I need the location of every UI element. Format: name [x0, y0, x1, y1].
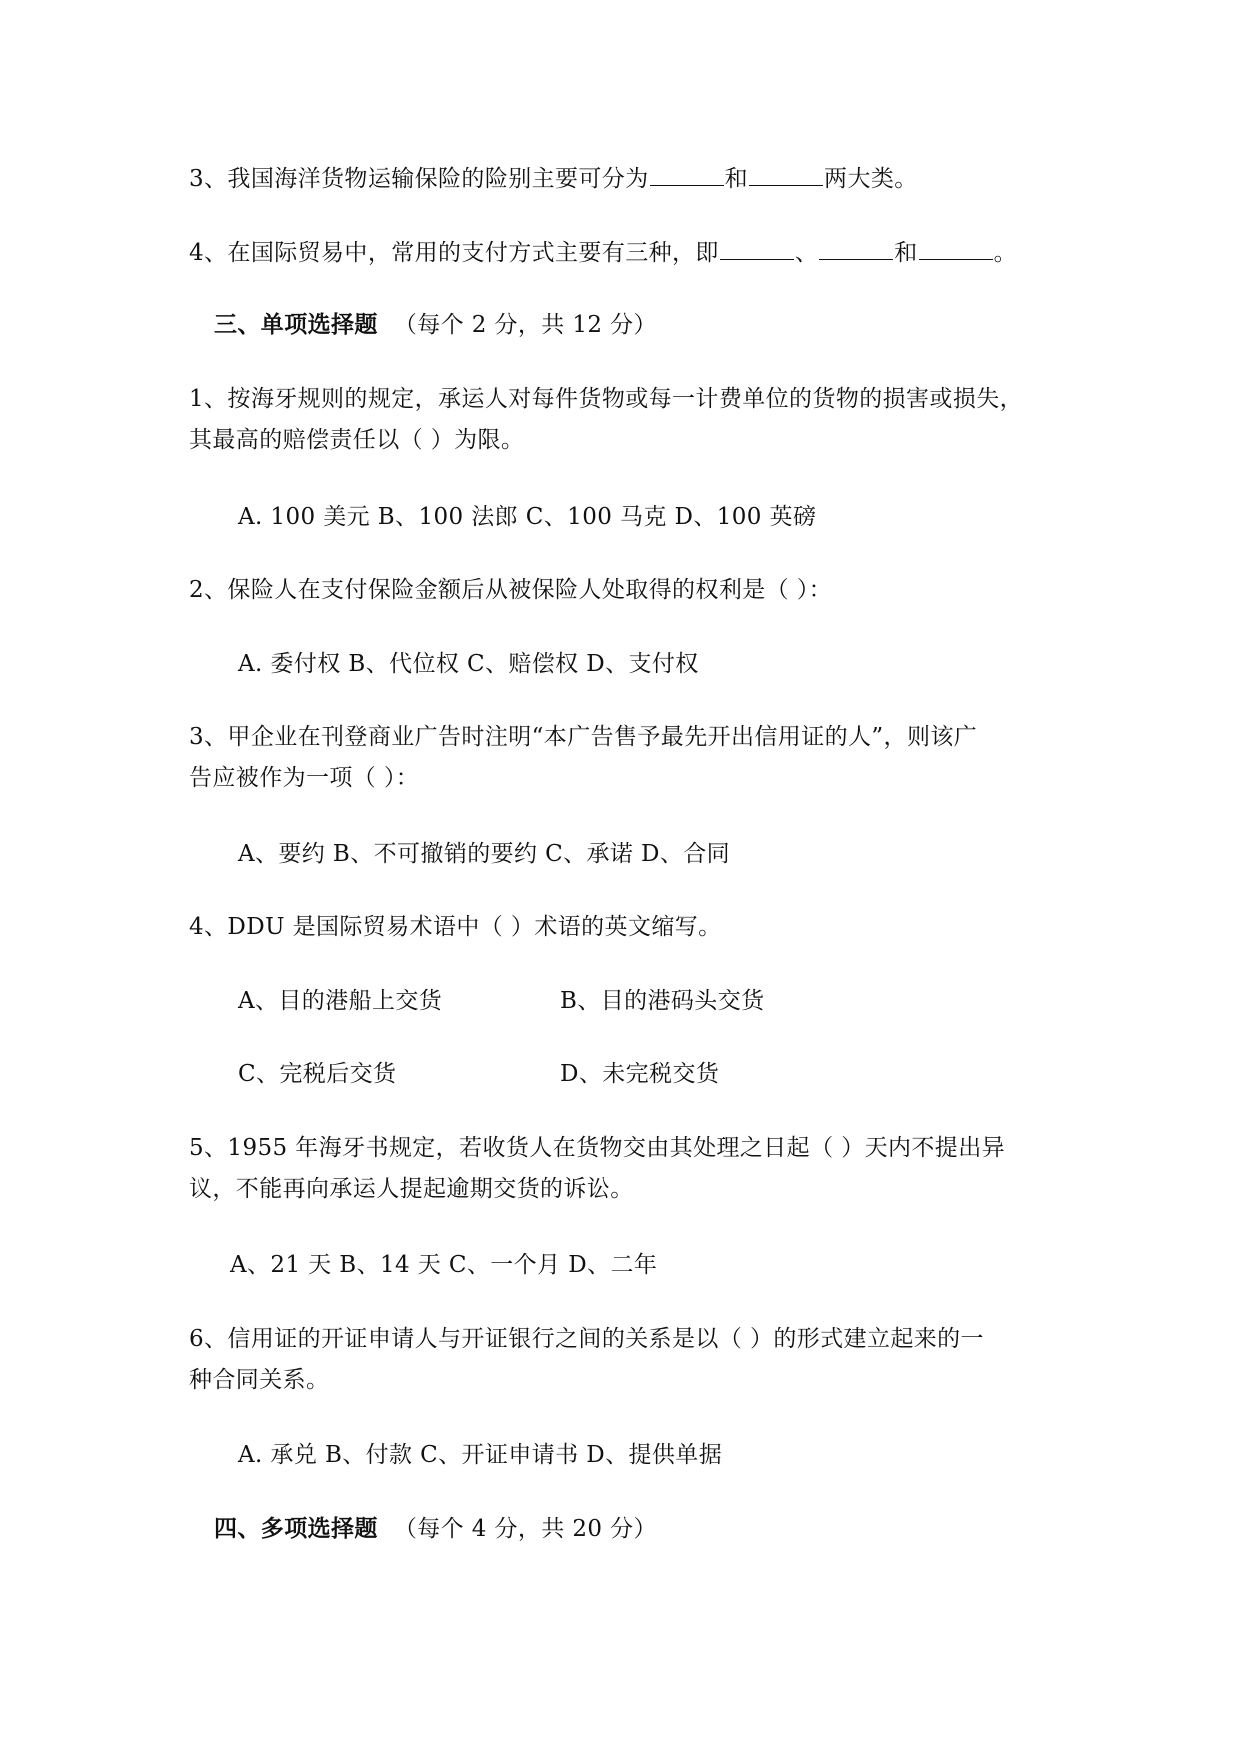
section-heading [214, 1514, 657, 1544]
question-2-options[interactable]: A. 委付权 B、代位权 C、赔偿权 D、支付权 [238, 651, 699, 677]
answer-blank[interactable] [650, 163, 724, 186]
section-note: （每个 2 分，共 12 分） [393, 312, 657, 338]
section-title: 四、多项选择题 [214, 1515, 378, 1542]
question-4-option-d[interactable]: D、未完税交货 [560, 1061, 720, 1087]
section-note: （每个 4 分，共 20 分） [393, 1516, 657, 1542]
q4-sep1: 、 [794, 240, 819, 266]
question-4-option-a[interactable]: A、目的港船上交货 [238, 988, 443, 1014]
q4-prefix: 4、在国际贸易中，常用的支付方式主要有三种，即 [189, 240, 719, 266]
q4-suffix: 。 [993, 240, 1018, 266]
question-1-line-2: 其最高的赔偿责任以（ ）为限。 [189, 427, 525, 453]
question-6-line-1: 6、信用证的开证申请人与开证银行之间的关系是以（ ）的形式建立起来的一 [189, 1326, 984, 1352]
question-2-line-1: 2、保险人在支付保险金额后从被保险人处取得的权利是（ ）： [189, 577, 833, 603]
question-1-line-1: 1、按海牙规则的规定，承运人对每件货物或每一计费单位的货物的损害或损失， [189, 386, 1024, 412]
question-3-line-1: 3、甲企业在刊登商业广告时注明“本广告售予最先开出信用证的人”，则该广 [189, 724, 978, 750]
question-3-line-2: 告应被作为一项（ ）： [189, 765, 420, 791]
question-5-options[interactable]: A、21 天 B、14 天 C、一个月 D、二年 [230, 1252, 658, 1278]
answer-blank[interactable] [749, 163, 823, 186]
question-6-options[interactable]: A. 承兑 B、付款 C、开证申请书 D、提供单据 [238, 1442, 723, 1468]
question-3-options[interactable]: A、要约 B、不可撤销的要约 C、承诺 D、合同 [238, 841, 731, 867]
question-5-line-2: 议，不能再向承运人提起逾期交货的诉讼。 [189, 1176, 634, 1202]
section-heading [214, 310, 657, 340]
answer-blank[interactable] [919, 237, 993, 260]
q3-suffix: 两大类。 [824, 166, 918, 192]
q4-sep2: 和 [894, 240, 918, 266]
q3-prefix: 3、我国海洋货物运输保险的险别主要可分为 [189, 166, 649, 192]
q3-mid: 和 [724, 166, 749, 192]
question-1-options[interactable]: A. 100 美元 B、100 法郎 C、100 马克 D、100 英磅 [238, 504, 817, 530]
question-6-line-2: 种合同关系。 [189, 1367, 330, 1393]
answer-blank[interactable] [720, 237, 794, 260]
answer-blank[interactable] [819, 237, 893, 260]
question-4-option-c[interactable]: C、完税后交货 [238, 1061, 397, 1087]
question-4-option-b[interactable]: B、目的港码头交货 [560, 988, 765, 1014]
fill-question-4 [189, 237, 1017, 268]
question-4-line-1: 4、DDU 是国际贸易术语中（ ）术语的英文缩写。 [189, 914, 722, 940]
section-title: 三、单项选择题 [214, 311, 378, 338]
fill-question-3 [189, 163, 918, 194]
question-5-line-1: 5、1955 年海牙书规定，若收货人在货物交由其处理之日起（ ）天内不提出异 [189, 1135, 1005, 1161]
